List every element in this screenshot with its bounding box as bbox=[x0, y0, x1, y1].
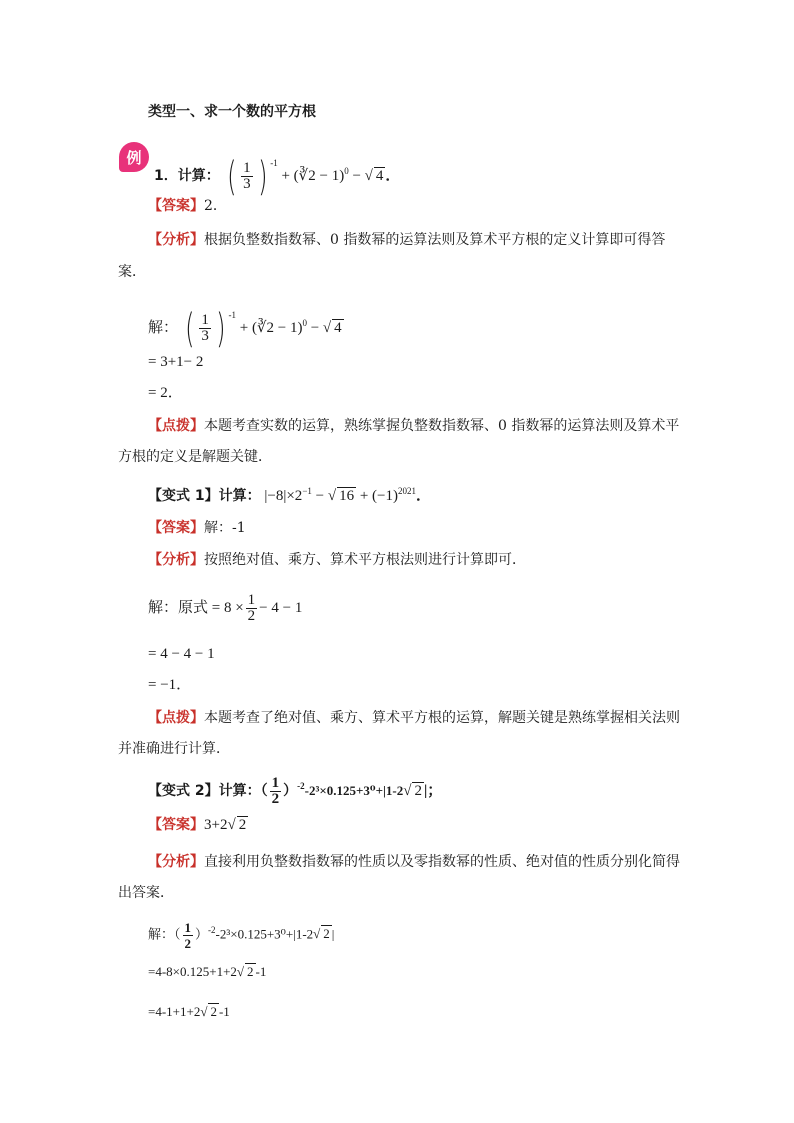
solution-1-line1: 解： ( $\frac{1}{3}$ ) $^{-1}$ + (∛2 − 1)$^0$ − √ 4 bbox=[148, 305, 342, 352]
tip-2-cont: 并准确进行计算． bbox=[118, 741, 230, 757]
example-badge: 例 bbox=[119, 142, 149, 172]
tip-1: 【点拨】本题考查实数的运算，熟练掌握负整数指数幂、0 指数幂的运算法则及算术平 bbox=[148, 418, 680, 434]
analysis-2: 【分析】按照绝对值、乘方、算术平方根法则进行计算即可． bbox=[148, 552, 526, 568]
example-1-lead: 1．计算： bbox=[154, 168, 220, 184]
example-1-fraction: $\frac{1}{3}$ bbox=[243, 160, 251, 193]
answer-3: 【答案】3+2√ 2 bbox=[148, 817, 247, 833]
answer-2: 【答案】解：-1 bbox=[148, 520, 246, 536]
tip-1-cont: 方根的定义是解题关键． bbox=[118, 449, 272, 465]
analysis-3: 【分析】直接利用负整数指数幂的性质以及零指数幂的性质、绝对值的性质分别化简得 bbox=[148, 854, 680, 870]
answer-1: 【答案】2． bbox=[148, 198, 227, 214]
solution-2-step3: = −1． bbox=[148, 677, 192, 693]
solution-1-step2: = 3+1− 2 bbox=[148, 354, 204, 370]
solution-1-step3: = 2． bbox=[148, 385, 183, 401]
example-1-problem: 1．计算： ( $\frac{1}{3}$ ) $^{-1}$ + (∛2 − 1)$^0$ − √ 4 ． bbox=[154, 153, 401, 200]
analysis-1-cont: 案． bbox=[118, 264, 146, 280]
variant-2-problem: 【变式 2】计算：（ $\frac{1}{2}$ ）$^{-2}$-2³×0.125+3⁰+|1-2√ 2 |； bbox=[148, 775, 443, 808]
solution-3-step2: =4-8×0.125+1+2√ 2 -1 bbox=[148, 964, 267, 979]
tip-2: 【点拨】本题考查了绝对值、乘方、算术平方根的运算，解题关键是熟练掌握相关法则 bbox=[148, 710, 680, 726]
variant-1-problem: 【变式 1】计算： $|-8|\times 2^{-1}$ − √ $16 + (-1)^{2021}$． bbox=[148, 486, 432, 504]
solution-2-step2: = 4 − 4 − 1 bbox=[148, 646, 215, 662]
analysis-3-cont: 出答案． bbox=[118, 885, 174, 901]
solution-2-line1: 解：原式 = 8 × $\frac{1}{2}$ − 4 − 1 bbox=[148, 592, 303, 625]
solution-3-step3: =4-1+1+2√ 2 -1 bbox=[148, 1004, 230, 1019]
solution-3-line1: 解：（ $\frac{1}{2}$ ）$^{-2}$-2³×0.125+3⁰+|1-2√ 2 | bbox=[148, 919, 335, 951]
section-heading: 类型一、求一个数的平方根 bbox=[148, 104, 316, 120]
analysis-1: 【分析】根据负整数指数幂、0 指数幂的运算法则及算术平方根的定义计算即可得答 bbox=[148, 232, 666, 248]
